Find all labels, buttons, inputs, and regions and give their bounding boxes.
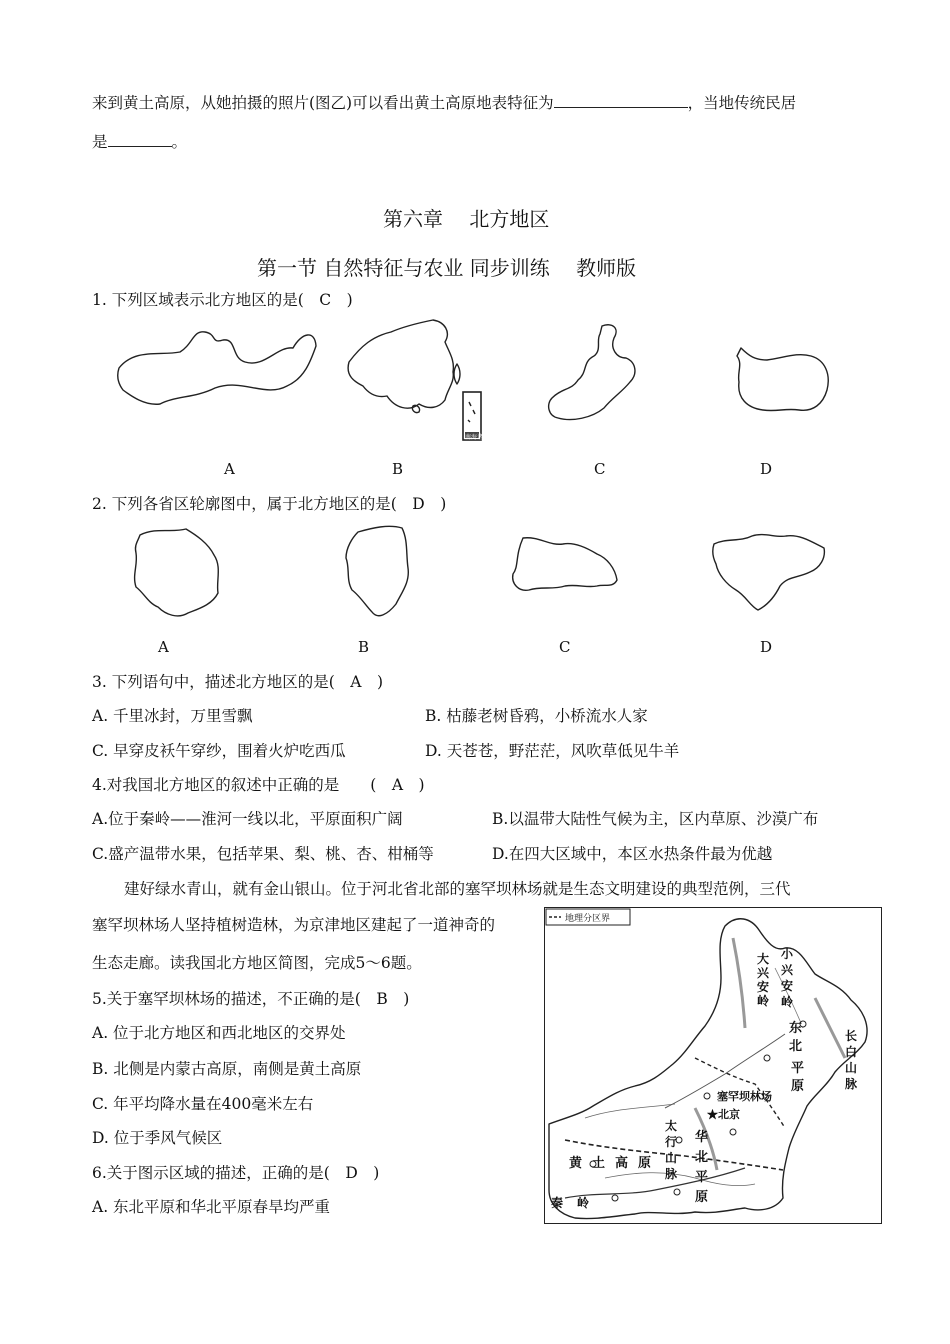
q1-label-c: C	[594, 460, 606, 478]
q6-option-a: A. 东北平原和华北平原春旱均严重	[92, 1198, 331, 1216]
q4-option-a: A.位于秦岭——淮河一线以北，平原面积广阔	[92, 810, 403, 828]
q5-option-c: C. 年平均降水量在400毫米左右	[92, 1095, 314, 1113]
map-drawing	[545, 908, 881, 1223]
label-saihanba: 塞罕坝林场	[717, 1090, 772, 1103]
q2-map-b	[336, 520, 416, 630]
passage-line-3: 生态走廊。读我国北方地区简图，完成5～6题。	[92, 954, 422, 972]
label-beijing: ★北京	[707, 1108, 740, 1121]
passage-line-1: 建好绿水青山，就有金山银山。位于河北省北部的塞罕坝林场就是生态文明建设的典型范例，三代	[124, 880, 791, 898]
map-legend: 地理分区界	[565, 914, 611, 924]
q5-stem: 5.关于塞罕坝林场的描述，不正确的是( B )	[92, 990, 410, 1008]
q2-map-d	[706, 526, 831, 621]
label-dongbei: 东 北	[789, 1021, 803, 1054]
label-changbai: 长 白 山 脉	[845, 1029, 858, 1091]
q3-stem: 3. 下列语句中，描述北方地区的是( A )	[92, 673, 384, 691]
q5-option-b: B. 北侧是内蒙古高原，南侧是黄土高原	[92, 1060, 362, 1078]
q2-label-d: D	[760, 638, 773, 656]
intro-line-1: 来到黄土高原，从她拍摄的照片(图乙)可以看出黄土高原地表特征为 ，当地传统民居	[92, 94, 797, 112]
passage-line-2: 塞罕坝林场人坚持植树造林，为京津地区建起了一道神奇的	[92, 916, 496, 934]
q1-stem: 1. 下列区域表示北方地区的是( C )	[92, 291, 353, 309]
label-huabei: 华 北 平 原	[695, 1130, 709, 1205]
q1-label-a: A	[224, 460, 235, 478]
q3-option-b: B. 枯藤老树昏鸦，小桥流水人家	[425, 707, 648, 725]
q2-label-a: A	[158, 638, 169, 656]
q2-map-c	[505, 528, 625, 618]
q1-map-b	[333, 316, 493, 446]
q4-stem: 4.对我国北方地区的叙述中正确的是 ( A )	[92, 776, 425, 794]
q3-option-d: D. 天苍苍，野茫茫，风吹草低见牛羊	[425, 742, 680, 760]
label-pingyuan-ne: 平 原	[791, 1061, 805, 1094]
q1-label-b: B	[392, 460, 404, 478]
answer-blank-1[interactable]	[554, 93, 688, 108]
north-china-map	[544, 907, 882, 1224]
q4-option-d: D.在四大区域中，本区水热条件最为优越	[492, 845, 773, 863]
q4-option-c: C.盛产温带水果，包括苹果、梨、桃、杏、柑桶等	[92, 845, 434, 863]
label-daxinganling: 大 兴 安 岭	[757, 952, 770, 1008]
q1-map-c	[542, 318, 657, 428]
q2-stem: 2. 下列各省区轮廓图中，属于北方地区的是( D )	[92, 495, 447, 513]
label-taihang: 太 行 山 脉	[665, 1119, 678, 1181]
label-huangtu: 黄土高原	[569, 1156, 662, 1171]
section-title: 第一节 自然特征与农业 同步训练 教师版	[257, 256, 637, 280]
label-qinling: 秦岭	[551, 1196, 604, 1210]
q2-map-a	[126, 523, 226, 623]
q1-map-a	[105, 318, 320, 408]
q3-option-c: C. 早穿皮袄午穿纱，围着火炉吃西瓜	[92, 742, 346, 760]
q6-stem: 6.关于图示区域的描述，正确的是( D )	[92, 1164, 380, 1182]
q4-option-b: B.以温带大陆性气候为主，区内草原、沙漠广布	[492, 810, 819, 828]
q5-option-d: D. 位于季风气候区	[92, 1129, 223, 1147]
q1-label-d: D	[760, 460, 773, 478]
q2-label-b: B	[358, 638, 370, 656]
inset-label: 南海诸岛	[465, 434, 490, 441]
q3-option-a: A. 千里冰封，万里雪飘	[92, 707, 253, 725]
intro-line-2: 是 。	[92, 133, 188, 151]
q1-map-d	[727, 338, 837, 418]
q2-label-c: C	[559, 638, 571, 656]
q5-option-a: A. 位于北方地区和西北地区的交界处	[92, 1024, 346, 1042]
chapter-title: 第六章 北方地区	[383, 207, 550, 231]
label-xiaoxinganling: 小 兴 安 岭	[781, 947, 794, 1009]
answer-blank-2[interactable]	[108, 132, 172, 147]
